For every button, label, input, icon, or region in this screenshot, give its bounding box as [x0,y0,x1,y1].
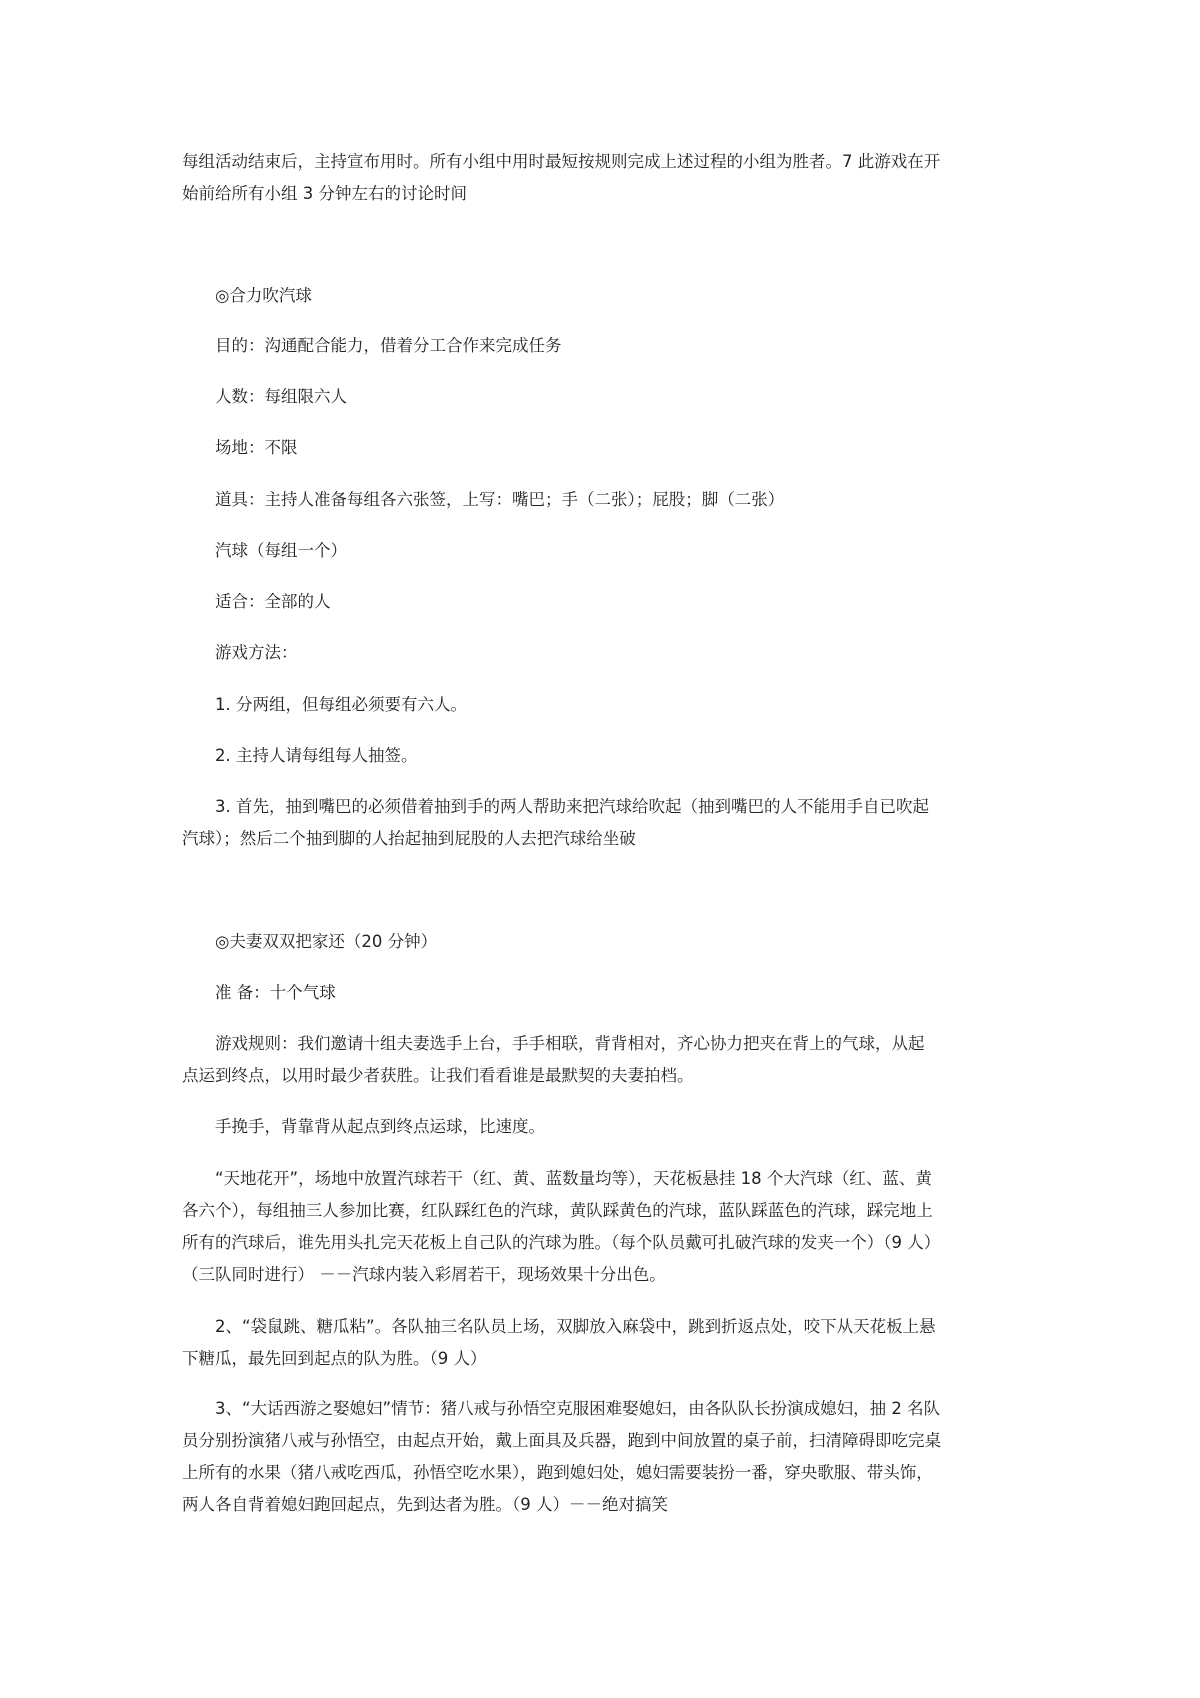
xiyou-line: 3、“大话西游之娶媳妇”情节：猪八戒与孙悟空克服困难娶媳妇，由各队队长扮演成媳妇，抽 2 名队 [215,1399,941,1418]
xiyou-line: 员分别扮演猪八戒与孙悟空，由起点开始，戴上面具及兵器，跑到中间放置的桌子前，扫清障碍即吃完桌 [182,1431,941,1450]
balloon-step-2: 2. 主持人请每组每人抽签。 [215,746,418,765]
balloon-step-3 [182,791,1020,855]
step3-line: 汽球）；然后二个抽到脚的人抬起抽到屁股的人去把汽球给坐破 [182,829,636,848]
flowers-line: 各六个），每组抽三人参加比赛，红队踩红色的汽球，黄队踩黄色的汽球，蓝队踩蓝色的汽球，踩完地上 [182,1201,933,1220]
balloon-venue: 场地：不限 [215,438,298,457]
flowers-line: 所有的汽球后，谁先用头扎完天花板上自己队的汽球为胜。（每个队员戴可扎破汽球的发夹一个）（9 人） [182,1233,941,1252]
balloon-step-1: 1. 分两组，但每组必须要有六人。 [215,695,467,714]
intro-paragraph [182,146,1020,210]
balloon-purpose: 目的：沟通配合能力，借着分工合作来完成任务 [215,336,562,355]
couple-hand-in-hand: 手挽手，背靠背从起点到终点运球，比速度。 [215,1117,545,1136]
balloon-props: 道具：主持人准备每组各六张签，上写：嘴巴；手（二张）；屁股；脚（二张） [215,490,785,509]
couple-kangaroo [182,1311,1020,1375]
step3-line: 3. 首先，抽到嘴巴的必须借着抽到手的两人帮助来把汽球给吹起（抽到嘴巴的人不能用手自已吹起 [215,797,929,816]
flowers-line: （三队同时进行） －－汽球内装入彩屑若干，现场效果十分出色。 [182,1265,666,1284]
section-title-balloon: ◎合力吹汽球 [215,286,312,305]
flowers-line: “天地花开”，场地中放置汽球若干（红、黄、蓝数量均等），天花板悬挂 18 个大汽球（红、蓝、黄 [215,1169,932,1188]
rules-line: 点运到终点，以用时最少者获胜。让我们看看谁是最默契的夫妻拍档。 [182,1066,694,1085]
intro-line: 每组活动结束后，主持宣布用时。所有小组中用时最短按规则完成上述过程的小组为胜者。7 此游戏在开 [182,152,941,171]
rules-line: 游戏规则：我们邀请十组夫妻选手上台，手手相联，背背相对，齐心协力把夹在背上的气球，从起 [215,1034,925,1053]
kangaroo-line: 2、“袋鼠跳、糖瓜粘”。各队抽三名队员上场，双脚放入麻袋中，跳到折返点处，咬下从天花板上悬 [215,1317,936,1336]
couple-flowers [182,1163,1020,1291]
xiyou-line: 上所有的水果（猪八戒吃西瓜，孙悟空吃水果），跑到媳妇处，媳妇需要装扮一番，穿央歌服、带头饰， [182,1463,933,1482]
balloon-method-label: 游戏方法： [215,643,298,662]
balloon-suitable: 适合：全部的人 [215,592,331,611]
xiyou-line: 两人各自背着媳妇跑回起点，先到达者为胜。（9 人）－－绝对搞笑 [182,1495,668,1514]
balloon-balloon: 汽球（每组一个） [215,541,347,560]
couple-xiyou [182,1393,1020,1521]
couple-prep: 准 备：十个气球 [215,983,336,1002]
section-title-couple: ◎夫妻双双把家还（20 分钟） [215,932,438,951]
couple-rules [182,1028,1020,1092]
intro-line: 始前给所有小组 3 分钟左右的讨论时间 [182,184,467,203]
kangaroo-line: 下糖瓜，最先回到起点的队为胜。（9 人） [182,1349,487,1368]
balloon-people: 人数：每组限六人 [215,387,347,406]
